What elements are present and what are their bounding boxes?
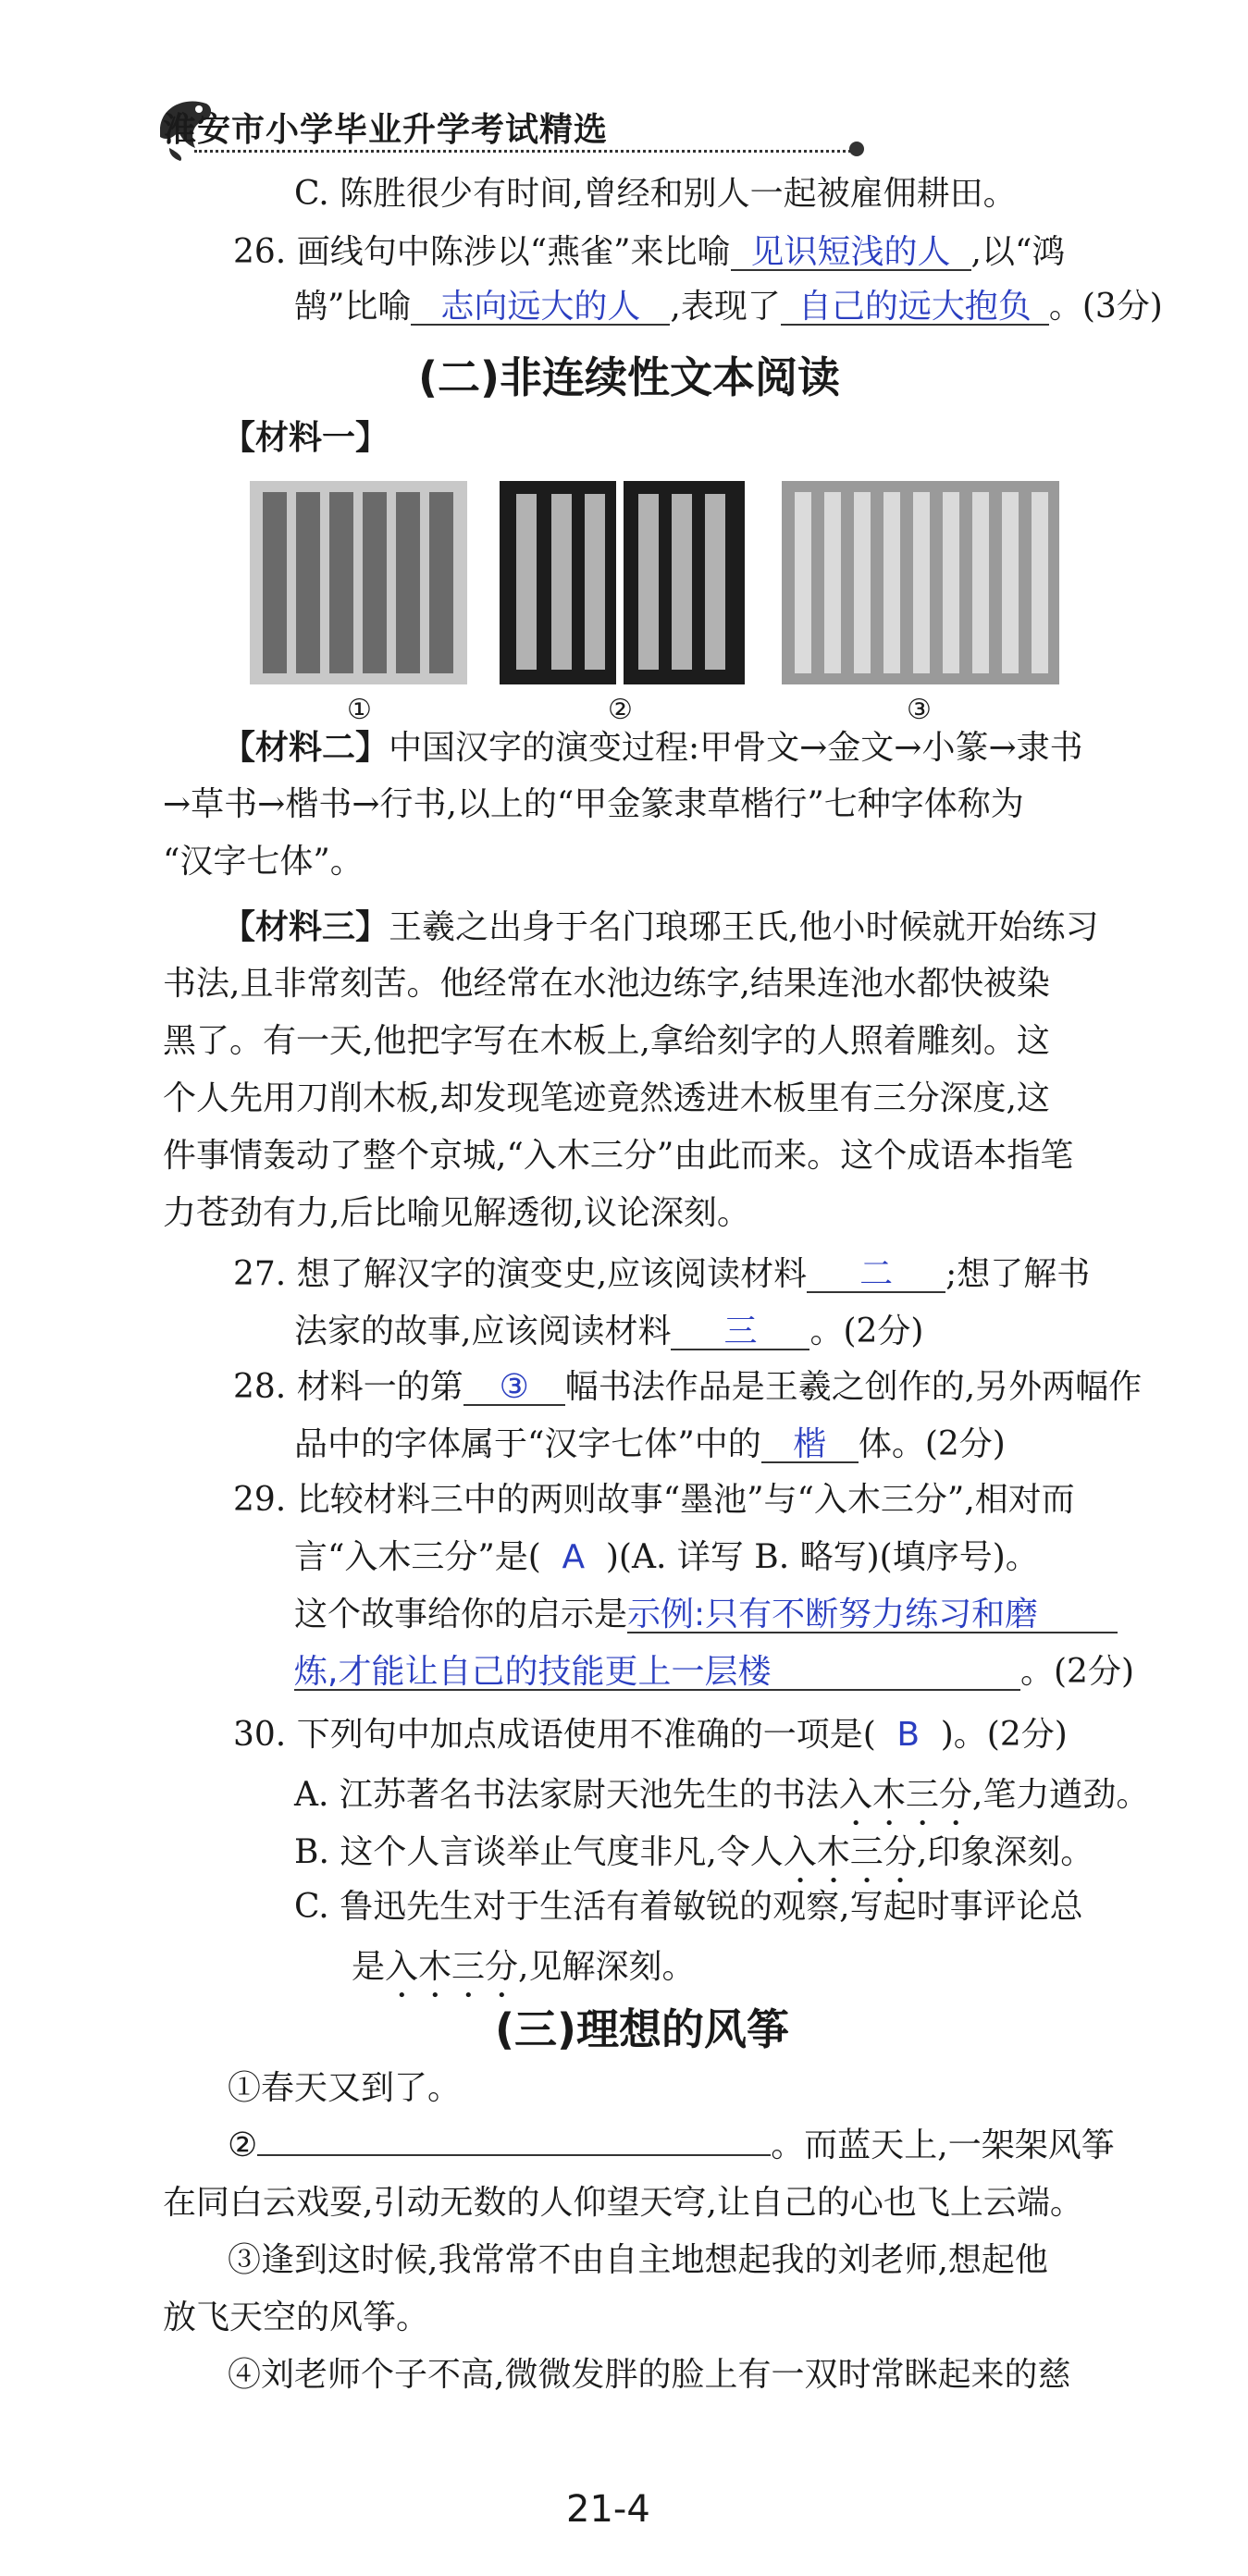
q26-line1: 26. 画线句中陈涉以“燕雀”来比喻 见识短浅的人 ,以“鸿 xyxy=(233,233,1066,271)
q26-answer-2: 志向远大的人 xyxy=(411,290,670,326)
header-title: 淮安市小学毕业升学考试精选 xyxy=(163,111,609,149)
story-para-2-line1: ② 。而蓝天上,一架架风筝 xyxy=(228,2126,1115,2164)
q28-line2: 品中的字体属于“汉字七体”中的 楷 体。(2分) xyxy=(294,1425,1006,1463)
q30-option-a: A. 江苏著名书法家尉天池先生的书法入木三分,笔力遒劲。 xyxy=(294,1776,1150,1814)
q26-line2: 鹄”比喻 志向远大的人 ,表现了 自己的远大抱负 。(3分) xyxy=(294,288,1163,326)
q25-option-c: C. 陈胜很少有时间,曾经和别人一起被雇佣耕田。 xyxy=(294,175,1017,213)
story-para-3-line2: 放飞天空的风筝。 xyxy=(163,2299,430,2336)
page-number: 21-4 xyxy=(566,2488,650,2531)
q30-option-c-line2: 是入木三分,见解深刻。 xyxy=(352,1948,696,1986)
q28-line1: 28. 材料一的第 ③ 幅书法作品是王羲之创作的,另外两幅作 xyxy=(233,1368,1143,1406)
q27-line2: 法家的故事,应该阅读材料 三 。(2分) xyxy=(294,1313,924,1350)
material-3-line3: 黑了。有一天,他把字写在木板上,拿给刻字的人照着雕刻。这 xyxy=(163,1022,1050,1060)
material-3-line1: 【材料三】王羲之出身于名门琅琊王氏,他小时候就开始练习 xyxy=(222,907,1099,946)
header-rule xyxy=(194,150,856,153)
section-2-title: (二)非连续性文本阅读 xyxy=(418,352,841,402)
q26-answer-3: 自己的远大抱负 xyxy=(781,290,1049,326)
image-label-3: ③ xyxy=(907,694,932,726)
q30-answer: B xyxy=(896,1716,921,1754)
q30-option-b: B. 这个人言谈举止气度非凡,令人入木三分,印象深刻。 xyxy=(294,1833,1094,1871)
story-blank xyxy=(257,2154,771,2156)
calligraphy-image-1 xyxy=(250,481,467,684)
section-3-title: (三)理想的风筝 xyxy=(495,2004,790,2054)
calligraphy-image-3 xyxy=(782,481,1059,684)
q27-line1: 27. 想了解汉字的演变史,应该阅读材料 二 ;想了解书 xyxy=(233,1255,1091,1293)
q29-line1: 29. 比较材料三中的两则故事“墨池”与“入木三分”,相对而 xyxy=(233,1481,1075,1519)
q26-answer-1: 见识短浅的人 xyxy=(731,236,971,271)
material-1-label: 【材料一】 xyxy=(222,418,389,457)
material-3-line6: 力苍劲有力,后比喻见解透彻,议论深刻。 xyxy=(163,1194,750,1232)
story-para-3-line1: ③逢到这时候,我常常不由自主地想起我的刘老师,想起他 xyxy=(228,2241,1048,2279)
material-2-line3: “汉字七体”。 xyxy=(163,843,364,881)
q29-line4: 炼,才能让自己的技能更上一层楼 。(2分) xyxy=(294,1653,1134,1691)
q29-line3: 这个故事给你的启示是示例:只有不断努力练习和磨 xyxy=(294,1598,1118,1633)
material-3-line4: 个人先用刀削木板,却发现笔迹竟然透进木板里有三分深度,这 xyxy=(163,1079,1050,1117)
material-3-line5: 件事情轰动了整个京城,“入木三分”由此而来。这个成语本指笔 xyxy=(163,1137,1074,1175)
image-label-1: ① xyxy=(347,694,372,726)
q29-answer-3: 炼,才能让自己的技能更上一层楼 xyxy=(294,1656,1020,1691)
q30-option-c-line1: C. 鲁迅先生对于生活有着敏锐的观察,写起时事评论总 xyxy=(294,1888,1083,1926)
story-para-4: ④刘老师个子不高,微微发胖的脸上有一双时常眯起来的慈 xyxy=(228,2356,1071,2394)
q29-answer-1: A xyxy=(562,1538,586,1576)
image-label-2: ② xyxy=(608,694,633,726)
material-2-line2: →草书→楷书→行书,以上的“甲金篆隶草楷行”七种字体称为 xyxy=(163,785,1024,823)
story-para-2-line2: 在同白云戏耍,引动无数的人仰望天穹,让自己的心也飞上云端。 xyxy=(163,2184,1083,2222)
story-para-1: ①春天又到了。 xyxy=(228,2069,462,2107)
q27-answer-1: 二 xyxy=(807,1258,945,1293)
q28-answer-2: 楷 xyxy=(761,1428,859,1463)
q28-answer-1: ③ xyxy=(463,1371,565,1406)
material-2-line1: 【材料二】中国汉字的演变过程:甲骨文→金文→小篆→隶书 xyxy=(222,728,1083,767)
q30-line1: 30. 下列句中加点成语使用不准确的一项是( B )。(2分) xyxy=(233,1716,1068,1754)
header-dot xyxy=(849,142,864,156)
q29-answer-2: 示例:只有不断努力练习和磨 xyxy=(627,1598,1118,1633)
calligraphy-image-2 xyxy=(500,481,745,684)
q27-answer-2: 三 xyxy=(671,1315,809,1350)
q29-line2: 言“入木三分”是( A )(A. 详写 B. 略写)(填序号)。 xyxy=(294,1538,1039,1576)
material-3-line2: 书法,且非常刻苦。他经常在水池边练字,结果连池水都快被染 xyxy=(163,965,1050,1003)
